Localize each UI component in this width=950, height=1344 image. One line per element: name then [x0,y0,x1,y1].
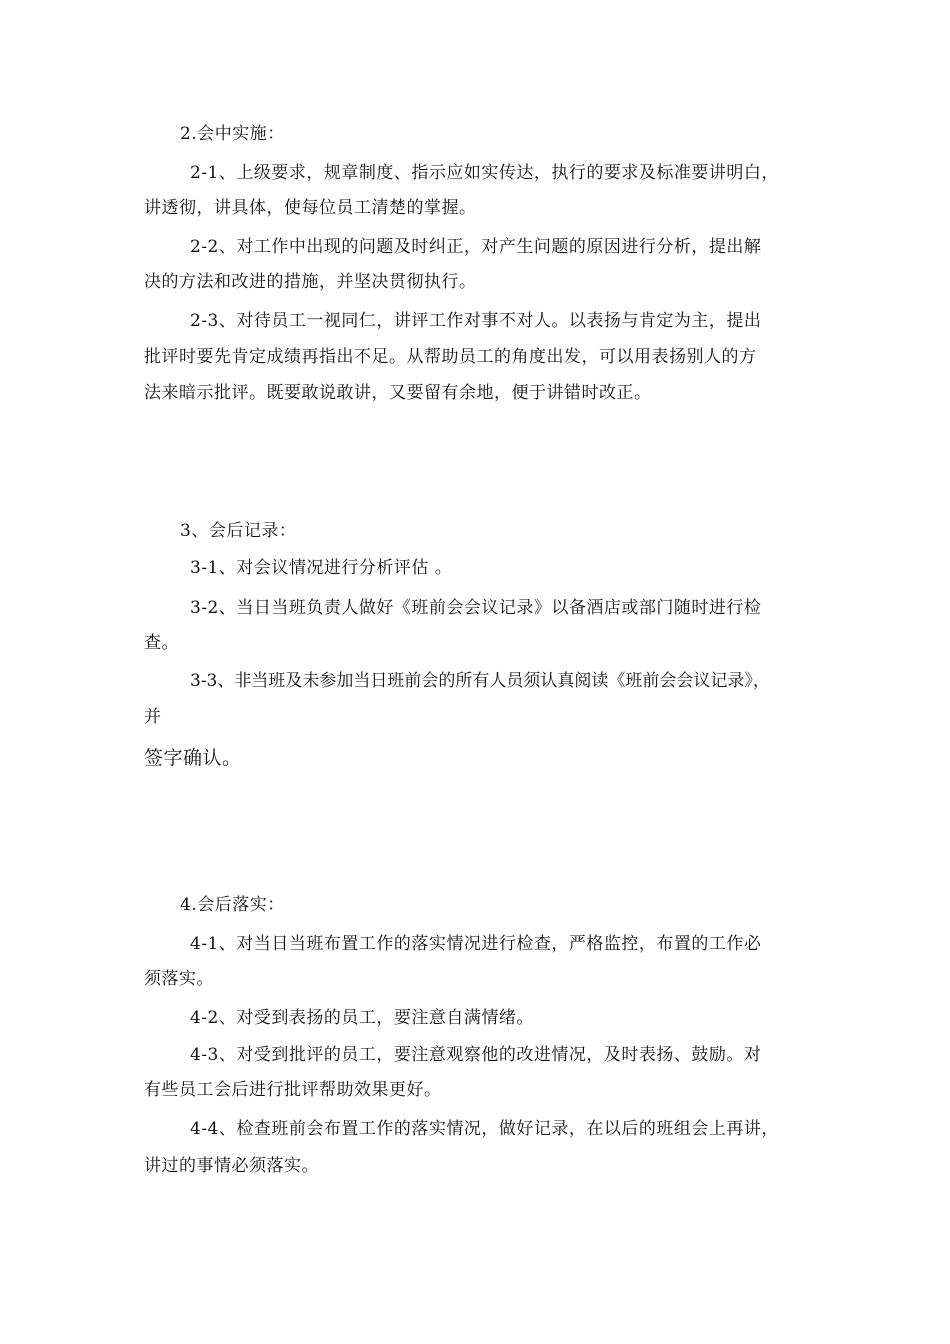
paragraph-3-3-line-3: 签字确认。 [144,747,242,769]
paragraph-4-4-line-2: 讲过的事情必须落实。 [144,1156,319,1176]
paragraph-2-3-line-3: 法来暗示批评。既要敢说敢讲，又要留有余地，便于讲错时改正。 [144,383,652,403]
paragraph-4-1-line-1: 4-1、对当日当班布置工作的落实情况进行检查，严格监控，布置的工作必 [190,934,762,954]
paragraph-2-3-line-2: 批评时要先肯定成绩再指出不足。从帮助员工的角度出发，可以用表扬别人的方 [144,347,757,367]
section-3-heading: 3、会后记录： [180,521,297,541]
paragraph-2-3-line-1: 2-3、对待员工一视同仁，讲评工作对事不对人。以表扬与肯定为主，提出 [190,311,762,331]
paragraph-2-1-line-1: 2-1、上级要求，规章制度、指示应如实传达，执行的要求及标准要讲明白， [190,163,779,183]
paragraph-4-2-line-1: 4-2、对受到表扬的员工，要注意自满情绪。 [190,1008,534,1028]
paragraph-3-2-line-1: 3-2、当日当班负责人做好《班前会会议记录》以备酒店或部门随时进行检 [190,598,762,618]
paragraph-2-2-line-1: 2-2、对工作中出现的问题及时纠正，对产生问题的原因进行分析，提出解 [190,237,762,257]
paragraph-3-2-line-2: 查。 [144,633,179,653]
paragraph-4-1-line-2: 须落实。 [144,969,214,989]
section-4-heading: 4.会后落实： [180,895,285,915]
paragraph-2-2-line-2: 决的方法和改进的措施，并坚决贯彻执行。 [144,272,477,292]
paragraph-3-3-line-2: 并 [144,707,162,727]
paragraph-3-3-line-1: 3-3、非当班及未参加当日班前会的所有人员须认真阅读《班前会会议记录》， [190,671,770,691]
paragraph-4-4-line-1: 4-4、检查班前会布置工作的落实情况，做好记录，在以后的班组会上再讲， [190,1119,779,1139]
paragraph-4-3-line-2: 有些员工会后进行批评帮助效果更好。 [144,1080,442,1100]
section-2-heading: 2.会中实施： [180,124,285,144]
paragraph-4-3-line-1: 4-3、对受到批评的员工，要注意观察他的改进情况，及时表扬、鼓励。对 [190,1045,762,1065]
paragraph-3-1-line-1: 3-1、对会议情况进行分析评估 。 [190,558,453,578]
paragraph-2-1-line-2: 讲透彻，讲具体，使每位员工清楚的掌握。 [144,198,477,218]
